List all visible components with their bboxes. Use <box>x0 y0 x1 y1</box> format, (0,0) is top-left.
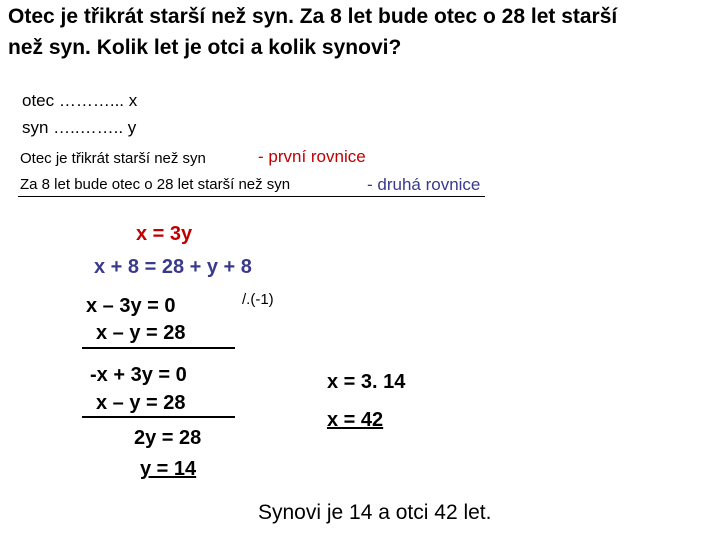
statement-first: Otec je třikrát starší než syn <box>20 150 206 167</box>
equation-rearranged-1: x – 3y = 0 <box>86 295 176 317</box>
multiplier-note: /.(-1) <box>242 291 274 308</box>
equation-negated-2: x – y = 28 <box>96 392 186 414</box>
equation-sum: 2y = 28 <box>134 427 202 449</box>
statement-second: Za 8 let bude otec o 28 let starší než syn <box>20 176 291 193</box>
problem-title-line-2: než syn. Kolik let je otci a kolik synovi? <box>8 36 402 59</box>
x-result: x = 42 <box>327 409 384 431</box>
equation-second: x + 8 = 28 + y + 8 <box>94 256 252 278</box>
rule-under-negated <box>82 416 235 418</box>
statement-first-label: - první rovnice <box>258 147 366 166</box>
variable-son: syn …..…….. y <box>22 118 137 137</box>
problem-title-line-1: Otec je třikrát starší než syn. Za 8 let bude otec o 28 let starší <box>8 5 618 28</box>
equation-rearranged-2: x – y = 28 <box>96 322 186 344</box>
x-calculation: x = 3. 14 <box>327 371 406 393</box>
equation-negated-1: -x + 3y = 0 <box>90 364 187 386</box>
equation-first: x = 3y <box>136 223 193 245</box>
separator-line <box>18 196 485 197</box>
rule-under-rearranged <box>82 347 235 349</box>
y-result: y = 14 <box>140 458 197 480</box>
statement-second-label: - druhá rovnice <box>367 175 481 194</box>
variable-father: otec ………... x <box>22 91 138 110</box>
final-answer: Synovi je 14 a otci 42 let. <box>258 501 492 524</box>
